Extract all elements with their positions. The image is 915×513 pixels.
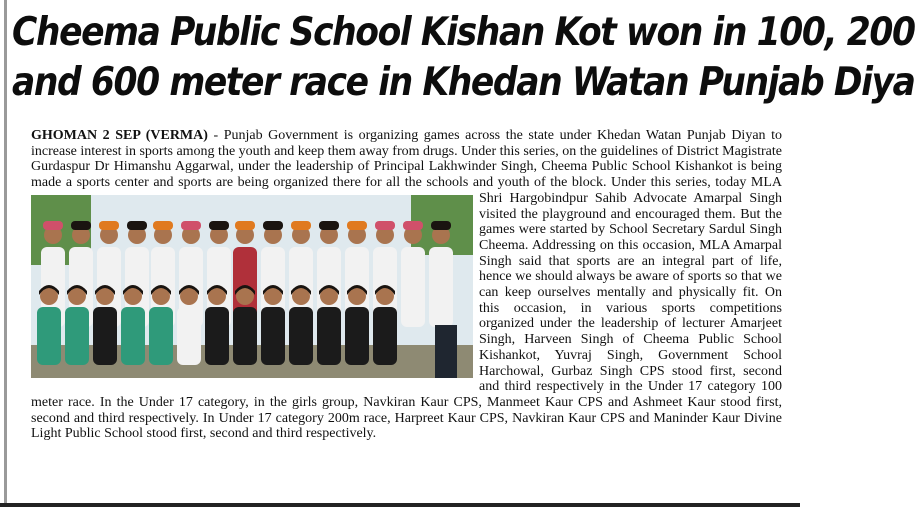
photo-turban (347, 221, 367, 230)
group-photo-players-and-officials (31, 195, 473, 378)
headline (12, 8, 915, 108)
bottom-rule (0, 503, 800, 507)
photo-man-body (429, 247, 453, 327)
photo-turban (181, 221, 201, 230)
article-body (31, 128, 782, 442)
photo-girl-body (149, 307, 173, 365)
news-photo (31, 195, 473, 378)
photo-hair (127, 221, 147, 230)
photo-turban (403, 221, 423, 230)
headline-line-2: and 600 meter race in Khedan Watan Punjab Diya (12, 60, 915, 105)
photo-hair (319, 221, 339, 230)
photo-girl-body (345, 307, 369, 365)
dateline-separator: - (207, 128, 224, 143)
photo-girl-body (65, 307, 89, 365)
dateline: GHOMAN 2 SEP (VERMA) (31, 128, 208, 143)
photo-turban (291, 221, 311, 230)
article-text-lead: Punjab Government is organizing games across the state under Khedan Watan Punjab Diyan to increase interest in sports among the youth and keep them away from drugs. Under this series, on the guidelines of District Magistrate Gurdaspur Dr Himanshu Aggarwal, under the leadership of Principal Lakhwinder Singh, Cheema Public School Kishankot is being made a sports center and sports are being organized there for all the schools and youth of the block. (31, 128, 782, 191)
article-paragraph (31, 128, 782, 442)
photo-man-body (401, 247, 425, 327)
photo-girl-body (317, 307, 341, 365)
photo-girl-body (177, 307, 201, 365)
photo-hair (209, 221, 229, 230)
photo-man-trousers (435, 325, 457, 378)
photo-turban (153, 221, 173, 230)
headline-line-1: Cheema Public School Kishan Kot won in 100, 200 (12, 10, 915, 55)
photo-girl-body (373, 307, 397, 365)
photo-turban (43, 221, 63, 230)
photo-hair (71, 221, 91, 230)
photo-hair (263, 221, 283, 230)
photo-girl-body (205, 307, 229, 365)
photo-girl-body (261, 307, 285, 365)
article-text-rest: Under this series, today MLA Shri Hargobindpur Sahib Advocate Amarpal Singh visited the playground and encouraged them. But the games were started by School Secretary Sardul Singh Cheema. Addressing on this occasion, MLA Amarpal Singh said that sports are an integral part of life, hence we should always be aware of sports so that we can keep ourselves mentally and physically fit. On this occasion, in various sports competitions organized under the leadership of lecturer Amarjeet Singh, Harveen Singh of Cheema Public School Kishankot, Yuvraj Singh, Government School Harchowal, Gurbaz Singh CPS stood first, second and third respectively in the Under 17 category 100 meter race. In the Under 17 category, in the girls group, Navkiran Kaur CPS, Manmeet Kaur CPS and Ashmeet Kaur stood first, second and third respectively. In Under 17 category 200m race, Harpreet Kaur CPS, Navkiran Kaur CPS and Maninder Kaur Divine Light Public School stood first, second and third respectively. (31, 175, 782, 442)
photo-girl-body (233, 307, 257, 365)
left-column-rule (4, 0, 7, 505)
photo-girl-body (93, 307, 117, 365)
photo-girl-body (289, 307, 313, 365)
photo-turban (99, 221, 119, 230)
photo-girl-body (121, 307, 145, 365)
photo-girl-body (37, 307, 61, 365)
photo-turban (235, 221, 255, 230)
photo-hair (431, 221, 451, 230)
photo-turban (375, 221, 395, 230)
